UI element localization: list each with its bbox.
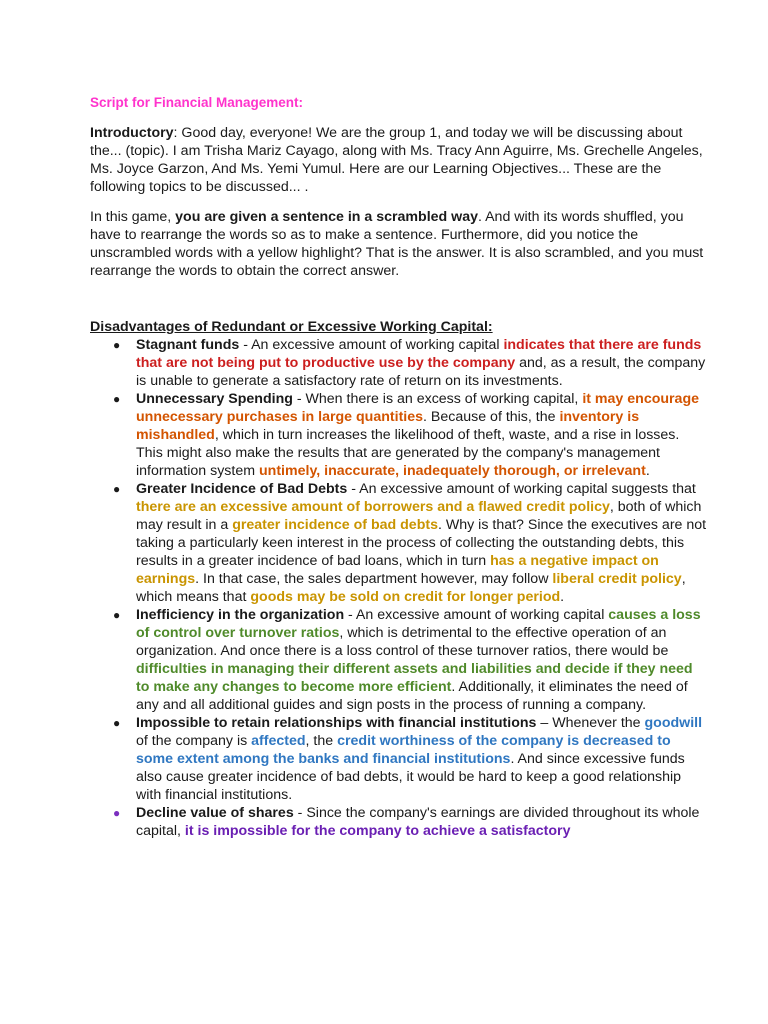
item-highlight: credit worthiness of the company is decreased to some extent among the banks and financial institutions [136,733,671,767]
item-highlight: causes a loss of control over turnover ratios [136,607,701,641]
script-title: Script for Financial Management: [90,95,304,110]
item-text: , which in turn increases the likelihood of theft, waste, and a rise in losses. This might also make the results that are generated by the company's management information system [136,427,680,479]
item-highlight: has a negative impact on earnings [136,553,659,587]
item-text: , the [305,733,338,749]
item-highlight: goodwill [644,715,703,731]
item-highlight: it is impossible for the company to achieve a satisfactory [184,823,571,839]
item-text: of the company is [136,733,252,749]
item-title: Unnecessary Spending [136,391,293,407]
list-item-inefficiency [113,606,708,714]
item-highlight: goods may be sold on credit for longer period [250,589,561,605]
intro-paragraph [90,124,708,196]
item-text: - When there is an excess of working capital, [292,391,583,407]
item-highlight: affected [251,733,306,749]
bullet-icon: ● [113,806,121,820]
item-text: and, as a result, the company is unable to generate a satisfactory rate of return on its investments. [136,355,706,389]
bullet-icon: ● [113,608,121,622]
item-highlight: greater incidence of bad debts [232,517,438,533]
list-item-financial-institutions [113,714,708,804]
item-title: Decline value of shares [136,805,294,821]
item-highlight: inventory is mishandled [136,409,640,443]
item-text: . Why is that? Since the executives are not taking a particularly keen interest in the process of collecting the outstanding debts, this results in a greater incidence of bad loans, which in turn [136,517,707,569]
item-text: . Because of this, the [423,409,560,425]
item-highlight: untimely, inaccurate, inadequately thorough, or irrelevant [259,463,646,479]
item-text: , which is detrimental to the effective operation of an organization. And once there is a loss control of these turnover ratios, there would be [136,625,669,659]
item-highlight: difficulties in managing their different assets and liabilities and decide if they need to make any changes to become more efficient [136,661,693,695]
item-text: , which means that [136,571,686,605]
bullet-icon: ● [113,338,121,352]
game-bold: you are given a sentence in a scrambled way [175,209,478,225]
item-highlight: there are an excessive amount of borrowers and a flawed credit policy [136,499,610,515]
item-title: Greater Incidence of Bad Debts [136,481,348,497]
intro-text: : Good day, everyone! We are the group 1, and today we will be discussing about the... (topic). I am Trisha Mariz Cayago, along with Ms. Tracy Ann Aguirre, Ms. Grechelle Angeles, Ms. Joyce Garzon, And Ms. Yemi Yumul. Here are our Learning Objectives... These are the following topics to be discussed... . [90,125,703,195]
bullet-icon: ● [113,392,121,406]
item-text: . In that case, the sales department however, may follow [195,571,553,587]
item-text: , both of which may result in a [136,499,702,533]
list-item-decline-value-of-shares [113,804,708,840]
bullet-icon: ● [113,716,121,730]
section-heading: Disadvantages of Redundant or Excessive Working Capital: [90,319,493,335]
item-highlight: it may encourage unnecessary purchases in large quantities [136,391,700,425]
item-text: . Additionally, it eliminates the need of any and all additional guides and sign posts in the process of running a company. [136,679,688,713]
item-text: - An excessive amount of working capital suggests that [347,481,696,497]
item-text: - An excessive amount of working capital [344,607,609,623]
item-highlight: indicates that there are funds that are not being put to productive use by the company [136,337,702,371]
bullet-icon: ● [113,482,121,496]
game-text-2: . And with its words shuffled, you have to rearrange the words so as to make a sentence. Furthermore, did you notice the unscrambled words with a yellow highlight? That is the answer. It is also scrambled, and you must rearrange the words to obtain the correct answer. [90,209,704,279]
item-title: Stagnant funds [136,337,240,353]
game-paragraph [90,208,708,280]
item-text: - An excessive amount of working capital [239,337,504,353]
disadvantages-list [90,336,708,840]
item-title: Inefficiency in the organization [136,607,345,623]
item-text: – Whenever the [536,715,645,731]
game-text-1: In this game, [90,209,176,225]
item-text: . [645,463,650,479]
item-highlight: liberal credit policy [552,571,682,587]
item-title: Impossible to retain relationships with financial institutions [136,715,537,731]
item-text: - Since the company's earnings are divided throughout its whole capital, [136,805,700,839]
list-item-unnecessary-spending [113,390,708,480]
item-text: . And since excessive funds also cause greater incidence of bad debts, it would be hard to keep a good relationship with financial institutions. [136,751,685,803]
list-item-bad-debts [113,480,708,606]
list-item-stagnant-funds [113,336,708,390]
intro-label: Introductory [90,125,174,141]
item-text: . [560,589,565,605]
